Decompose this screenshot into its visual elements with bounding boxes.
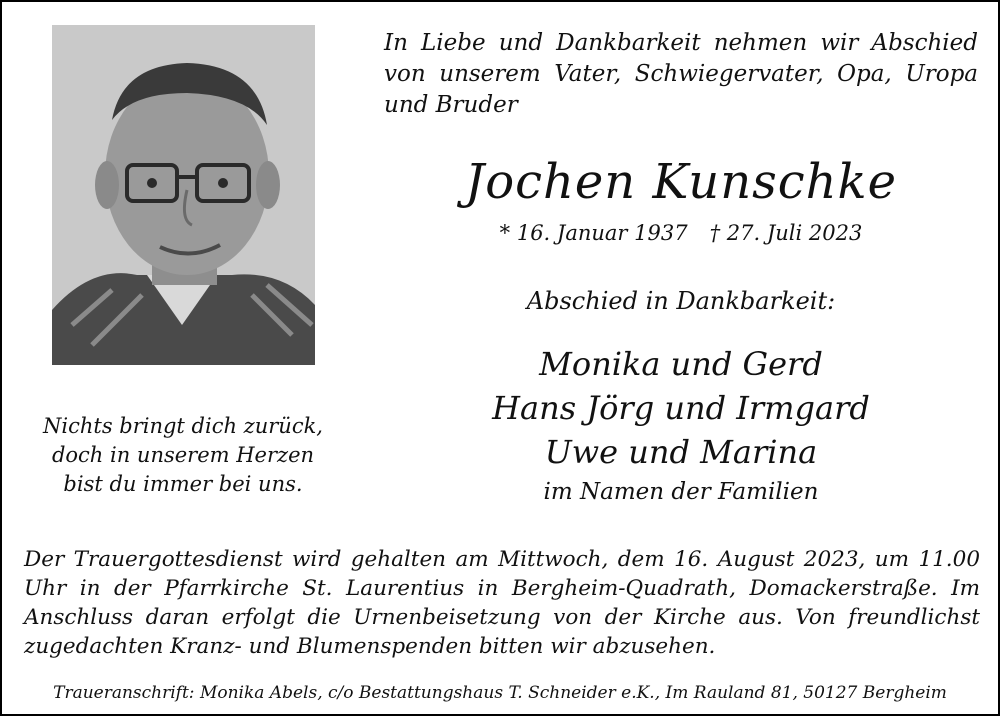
family-line: Monika und Gerd (539, 345, 823, 383)
life-dates (384, 219, 978, 247)
memorial-quote (2, 412, 364, 499)
quote-line: Nichts bringt dich zurück, (43, 414, 323, 438)
portrait-image (52, 25, 315, 365)
death-date: † 27. Juli 2023 (709, 221, 863, 245)
families-note: im Namen der Familien (543, 479, 819, 505)
condolence-address: Traueranschrift: Monika Abels, c/o Bestattungshaus T. Schneider e.K., Im Rauland 81, 50127 Bergheim (53, 683, 947, 703)
deceased-name: Jochen Kunschke (464, 154, 898, 210)
families-block (384, 342, 978, 508)
intro-text: In Liebe und Dankbarkeit nehmen wir Abschied von unserem Vater, Schwiegervater, Opa, Uropa und Bruder (384, 30, 978, 118)
family-line: Hans Jörg und Irmgard (492, 389, 870, 427)
service-details: Der Trauergottesdienst wird gehalten am Mittwoch, dem 16. August 2023, um 11.00 Uhr in der Pfarrkirche St. Laurentius in Bergheim-Quadrath, Domackerstraße. Im Anschluss daran erfolgt die Urnenbeisetzung von der Kirche aus. Von freundlichst zugedachten Kranz- und Blumenspenden bitten wir abzusehen. (24, 547, 980, 659)
thanks-heading: Abschied in Dankbarkeit: (526, 287, 836, 315)
portrait-photo (52, 25, 315, 365)
family-line: Uwe und Marina (544, 433, 818, 471)
birth-date: * 16. Januar 1937 (499, 221, 688, 245)
quote-line: bist du immer bei uns. (63, 472, 303, 496)
quote-line: doch in unserem Herzen (51, 443, 315, 467)
